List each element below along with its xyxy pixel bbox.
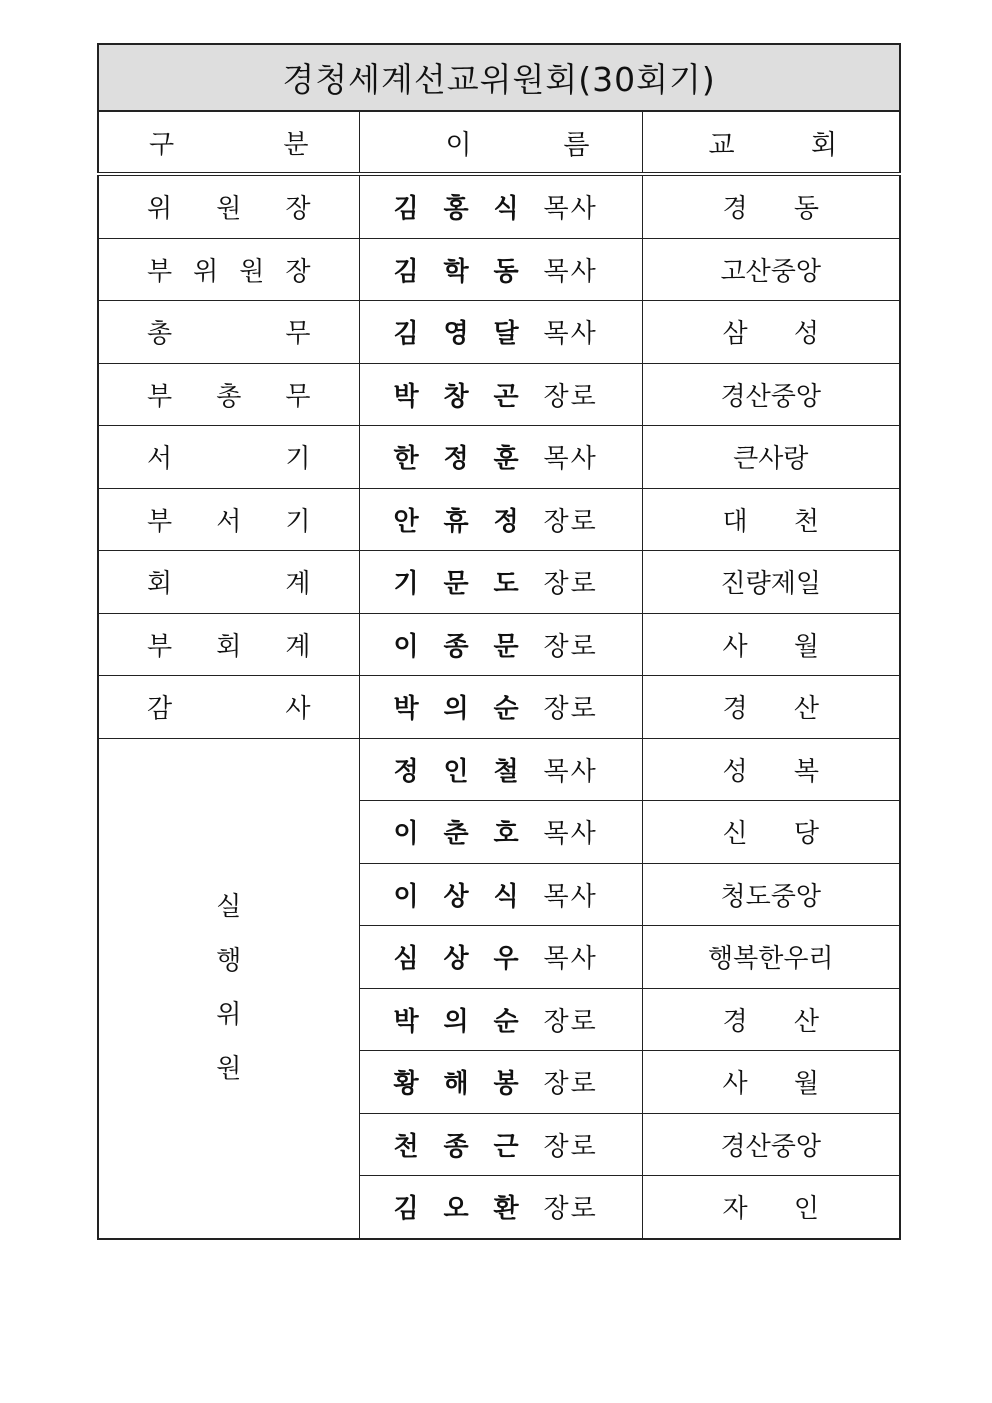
name-cell	[359, 174, 642, 238]
church-char: 삼	[722, 319, 748, 350]
name-cell	[359, 988, 642, 1051]
name-char: 기	[393, 569, 419, 600]
title-label: 목사	[543, 881, 598, 912]
role-char: 무	[285, 319, 311, 350]
header-row	[98, 111, 900, 174]
name-char: 박	[393, 694, 419, 725]
church-char: 경	[722, 694, 748, 725]
church-cell	[642, 988, 900, 1051]
name-char: 이	[393, 819, 419, 850]
church-char: 경	[722, 194, 748, 225]
role-cell	[98, 488, 359, 551]
header-role-char: 구	[149, 129, 175, 160]
name-char: 학	[443, 256, 469, 287]
church-cell	[642, 863, 900, 926]
role-char: 계	[285, 631, 311, 662]
header-church-char: 교	[708, 129, 735, 161]
role-cell	[98, 426, 359, 489]
church-cell	[642, 551, 900, 614]
executive-label-char: 실	[216, 892, 242, 922]
title-label: 장로	[543, 631, 598, 662]
role-char: 위	[193, 256, 219, 287]
header-name	[359, 111, 642, 174]
role-char: 회	[216, 631, 242, 662]
name-char: 상	[443, 944, 469, 975]
church-char: 성	[722, 756, 748, 787]
name-char: 달	[493, 319, 519, 350]
name-cell	[359, 488, 642, 551]
role-char: 부	[147, 631, 173, 662]
title-label: 목사	[543, 819, 598, 850]
title-label: 장로	[543, 506, 598, 537]
committee-roster	[97, 43, 899, 1240]
name-char: 창	[443, 381, 469, 412]
header-church	[642, 111, 900, 174]
name-cell	[359, 426, 642, 489]
church-cell	[642, 426, 900, 489]
name-char: 식	[493, 194, 519, 225]
name-char: 김	[393, 319, 419, 350]
title-label: 장로	[543, 381, 598, 412]
name-cell	[359, 676, 642, 739]
name-char: 순	[493, 694, 519, 725]
name-char: 정	[493, 506, 519, 537]
name-cell	[359, 1176, 642, 1239]
name-char: 홍	[443, 194, 469, 225]
role-char: 원	[216, 194, 242, 225]
role-char: 사	[285, 694, 311, 725]
church-char: 사	[722, 1069, 748, 1100]
church-cell	[642, 301, 900, 364]
role-char: 원	[239, 256, 265, 287]
title-label: 장로	[543, 694, 598, 725]
name-char: 영	[443, 319, 469, 350]
title-label: 장로	[543, 569, 598, 600]
header-name-char: 름	[563, 129, 590, 161]
officer-row	[98, 426, 900, 489]
header-name-char: 이	[445, 129, 472, 161]
name-cell	[359, 1051, 642, 1114]
officer-row	[98, 551, 900, 614]
executive-label-char: 원	[216, 1054, 242, 1084]
name-char: 호	[493, 819, 519, 850]
name-char: 문	[493, 631, 519, 662]
name-char: 우	[493, 944, 519, 975]
executive-member-row	[98, 738, 900, 801]
role-char: 회	[147, 569, 173, 600]
name-char: 동	[493, 256, 519, 287]
church-char: 산	[793, 694, 820, 725]
role-char: 기	[285, 506, 311, 537]
role-char: 감	[147, 694, 173, 725]
name-cell	[359, 926, 642, 989]
officer-row	[98, 301, 900, 364]
role-char: 서	[147, 444, 173, 475]
name-char: 심	[393, 944, 419, 975]
officer-row	[98, 488, 900, 551]
church-cell	[642, 738, 900, 801]
name-char: 상	[443, 881, 469, 912]
header-role-char: 분	[283, 129, 309, 160]
officer-row	[98, 174, 900, 238]
header-role	[98, 111, 359, 174]
name-char: 종	[443, 1131, 469, 1162]
role-char: 장	[285, 256, 311, 287]
name-char: 의	[443, 1006, 469, 1037]
executive-label-cell	[98, 738, 359, 1239]
church-cell	[642, 801, 900, 864]
church-char: 대	[722, 506, 748, 537]
name-cell	[359, 801, 642, 864]
church-name: 청도중앙	[720, 881, 821, 912]
church-char: 복	[793, 756, 820, 787]
title-label: 목사	[543, 194, 598, 225]
church-cell	[642, 1113, 900, 1176]
name-cell	[359, 738, 642, 801]
page-title: 경청세계선교위원회(30회기)	[98, 44, 900, 111]
title-label: 목사	[543, 756, 598, 787]
title-label: 목사	[543, 944, 598, 975]
role-cell	[98, 613, 359, 676]
name-char: 박	[393, 381, 419, 412]
role-cell	[98, 551, 359, 614]
name-char: 김	[393, 194, 419, 225]
church-cell	[642, 613, 900, 676]
name-char: 인	[443, 756, 469, 787]
role-char: 계	[285, 569, 311, 600]
name-cell	[359, 1113, 642, 1176]
church-name: 행복한우리	[707, 944, 834, 975]
name-char: 순	[493, 1006, 519, 1037]
title-label: 목사	[543, 444, 598, 475]
name-char: 천	[393, 1131, 419, 1162]
role-char: 장	[285, 194, 311, 225]
church-char: 월	[793, 631, 820, 662]
church-cell	[642, 676, 900, 739]
role-cell	[98, 676, 359, 739]
church-char: 경	[722, 1006, 748, 1037]
name-char: 오	[443, 1194, 469, 1225]
name-cell	[359, 238, 642, 301]
officer-row	[98, 676, 900, 739]
name-cell	[359, 551, 642, 614]
header-church-char: 회	[810, 129, 838, 161]
role-char: 부	[147, 506, 173, 537]
name-char: 황	[393, 1069, 419, 1100]
executive-label-char: 행	[216, 946, 242, 976]
church-char: 산	[793, 1006, 820, 1037]
title-label: 장로	[543, 1194, 598, 1225]
church-name: 경산중앙	[720, 1131, 821, 1162]
church-char: 자	[722, 1194, 748, 1225]
name-char: 도	[493, 569, 519, 600]
name-char: 정	[443, 444, 469, 475]
name-char: 춘	[443, 819, 469, 850]
role-char: 서	[216, 506, 242, 537]
name-char: 철	[493, 756, 519, 787]
name-char: 문	[443, 569, 469, 600]
name-char: 훈	[493, 444, 519, 475]
name-char: 종	[443, 631, 469, 662]
name-char: 박	[393, 1006, 419, 1037]
name-char: 의	[443, 694, 469, 725]
church-cell	[642, 363, 900, 426]
church-cell	[642, 926, 900, 989]
executive-label-char: 위	[216, 1000, 242, 1030]
name-char: 김	[393, 1194, 419, 1225]
name-char: 해	[443, 1069, 469, 1100]
role-cell	[98, 174, 359, 238]
church-char: 당	[793, 819, 820, 850]
church-char: 사	[722, 631, 748, 662]
role-char: 위	[147, 194, 173, 225]
role-char: 총	[147, 319, 173, 350]
title-label: 목사	[543, 319, 598, 350]
name-char: 환	[493, 1194, 519, 1225]
church-char: 천	[793, 506, 820, 537]
role-char: 부	[147, 381, 173, 412]
name-char: 한	[393, 444, 419, 475]
name-cell	[359, 613, 642, 676]
role-cell	[98, 301, 359, 364]
name-cell	[359, 301, 642, 364]
church-char: 동	[793, 194, 820, 225]
roster-table	[97, 43, 901, 1240]
church-name: 큰사랑	[733, 444, 809, 475]
church-name: 경산중앙	[720, 381, 821, 412]
church-cell	[642, 1176, 900, 1239]
name-char: 근	[493, 1131, 519, 1162]
role-char: 부	[147, 256, 173, 287]
church-char: 성	[793, 319, 820, 350]
church-char: 신	[722, 819, 748, 850]
church-name: 진량제일	[720, 569, 821, 600]
name-char: 휴	[443, 506, 469, 537]
church-char: 인	[793, 1194, 820, 1225]
name-char: 곤	[493, 381, 519, 412]
title-label: 장로	[543, 1069, 598, 1100]
name-char: 식	[493, 881, 519, 912]
name-char: 안	[393, 506, 419, 537]
church-cell	[642, 488, 900, 551]
church-cell	[642, 174, 900, 238]
role-cell	[98, 363, 359, 426]
title-label: 장로	[543, 1131, 598, 1162]
name-char: 봉	[493, 1069, 519, 1100]
name-char: 김	[393, 256, 419, 287]
name-char: 정	[393, 756, 419, 787]
officer-row	[98, 238, 900, 301]
church-cell	[642, 1051, 900, 1114]
name-cell	[359, 363, 642, 426]
title-label: 장로	[543, 1006, 598, 1037]
name-char: 이	[393, 881, 419, 912]
title-label: 목사	[543, 256, 598, 287]
officer-row	[98, 613, 900, 676]
role-char: 무	[285, 381, 311, 412]
church-name: 고산중앙	[720, 256, 821, 287]
name-cell	[359, 863, 642, 926]
church-cell	[642, 238, 900, 301]
role-char: 총	[216, 381, 242, 412]
officer-row	[98, 363, 900, 426]
name-char: 이	[393, 631, 419, 662]
church-char: 월	[793, 1069, 820, 1100]
role-char: 기	[285, 444, 311, 475]
role-cell	[98, 238, 359, 301]
